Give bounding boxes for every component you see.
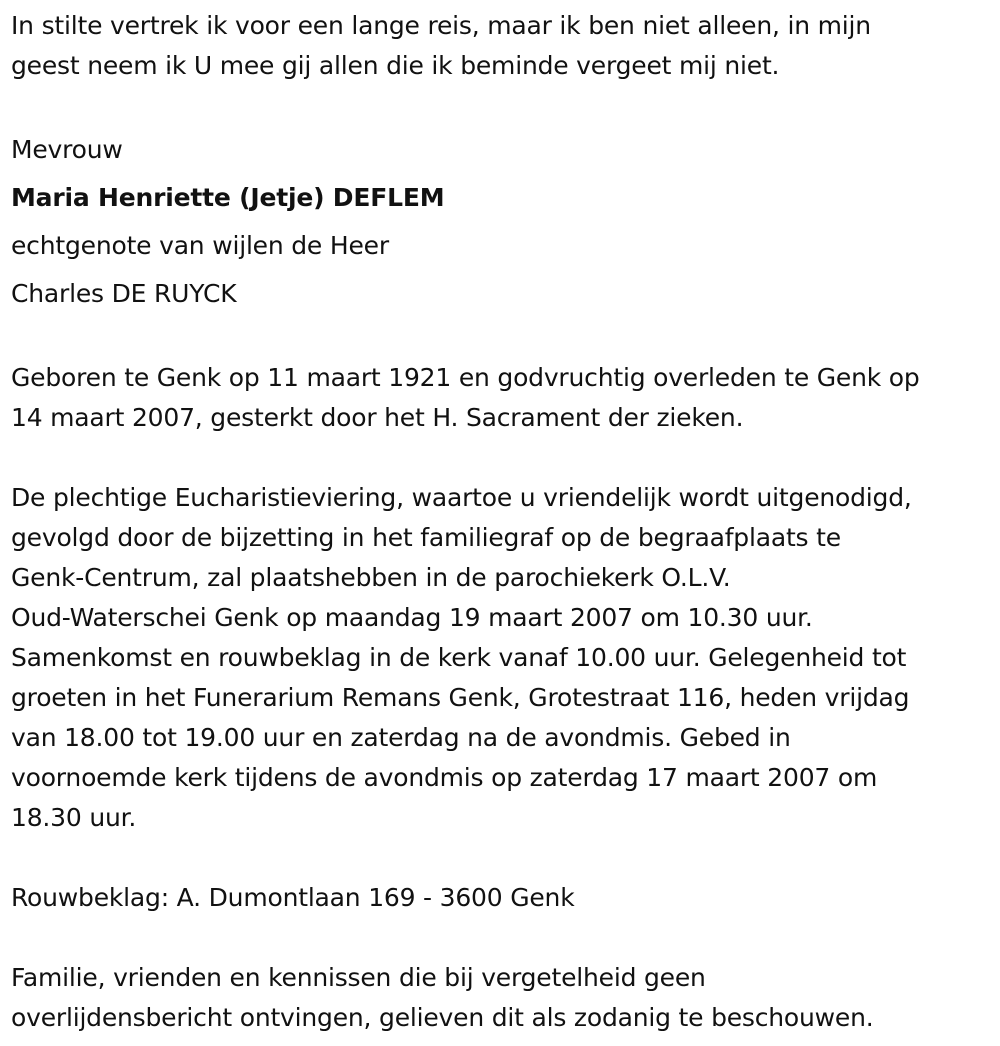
- ceremony-line: voornoemde kerk tijdens de avondmis op zaterdag 17 maart 2007 om: [11, 763, 878, 792]
- intro-line-1: In stilte vertrek ik voor een lange reis, maar ik ben niet alleen, in mijn: [11, 11, 871, 40]
- ceremony-line: van 18.00 tot 19.00 uur en zaterdag na de avondmis. Gebed in: [11, 723, 791, 752]
- deceased-block: [11, 126, 996, 318]
- ceremony-line: Oud-Waterschei Genk op maandag 19 maart 2007 om 10.30 uur.: [11, 603, 813, 632]
- condolence-address: Rouwbeklag: A. Dumontlaan 169 - 3600 Genk: [11, 883, 575, 912]
- ceremony-line: Genk-Centrum, zal plaatshebben in de parochiekerk O.L.V.: [11, 563, 731, 592]
- condolence-paragraph: [11, 878, 996, 918]
- obituary-document: [11, 6, 996, 1038]
- honorific: Mevrouw: [11, 135, 123, 164]
- spacer: [11, 918, 996, 958]
- birth-death-line-2: 14 maart 2007, gesterkt door het H. Sacrament der zieken.: [11, 403, 744, 432]
- ceremony-line: gevolgd door de bijzetting in het familiegraf op de begraafplaats te: [11, 523, 841, 552]
- ceremony-line: Samenkomst en rouwbeklag in de kerk vanaf 10.00 uur. Gelegenheid tot: [11, 643, 907, 672]
- birth-death-paragraph: [11, 358, 996, 438]
- spacer: [11, 86, 996, 126]
- closing-line-2: overlijdensbericht ontvingen, gelieven dit als zodanig te beschouwen.: [11, 1003, 874, 1032]
- ceremony-line: groeten in het Funerarium Remans Genk, Grotestraat 116, heden vrijdag: [11, 683, 910, 712]
- spacer: [11, 318, 996, 358]
- spouse-line: echtgenote van wijlen de Heer: [11, 231, 389, 260]
- spouse-name: Charles DE RUYCK: [11, 279, 237, 308]
- intro-poem: [11, 6, 996, 86]
- ceremony-line: De plechtige Eucharistieviering, waartoe u vriendelijk wordt uitgenodigd,: [11, 483, 912, 512]
- ceremony-paragraph: [11, 478, 996, 838]
- closing-line-1: Familie, vrienden en kennissen die bij vergetelheid geen: [11, 963, 706, 992]
- spacer: [11, 438, 996, 478]
- ceremony-line: 18.30 uur.: [11, 803, 137, 832]
- deceased-name: Maria Henriette (Jetje) DEFLEM: [11, 183, 445, 212]
- intro-line-2: geest neem ik U mee gij allen die ik beminde vergeet mij niet.: [11, 51, 780, 80]
- birth-death-line-1: Geboren te Genk op 11 maart 1921 en godvruchtig overleden te Genk op: [11, 363, 920, 392]
- spacer: [11, 838, 996, 878]
- closing-paragraph: [11, 958, 996, 1038]
